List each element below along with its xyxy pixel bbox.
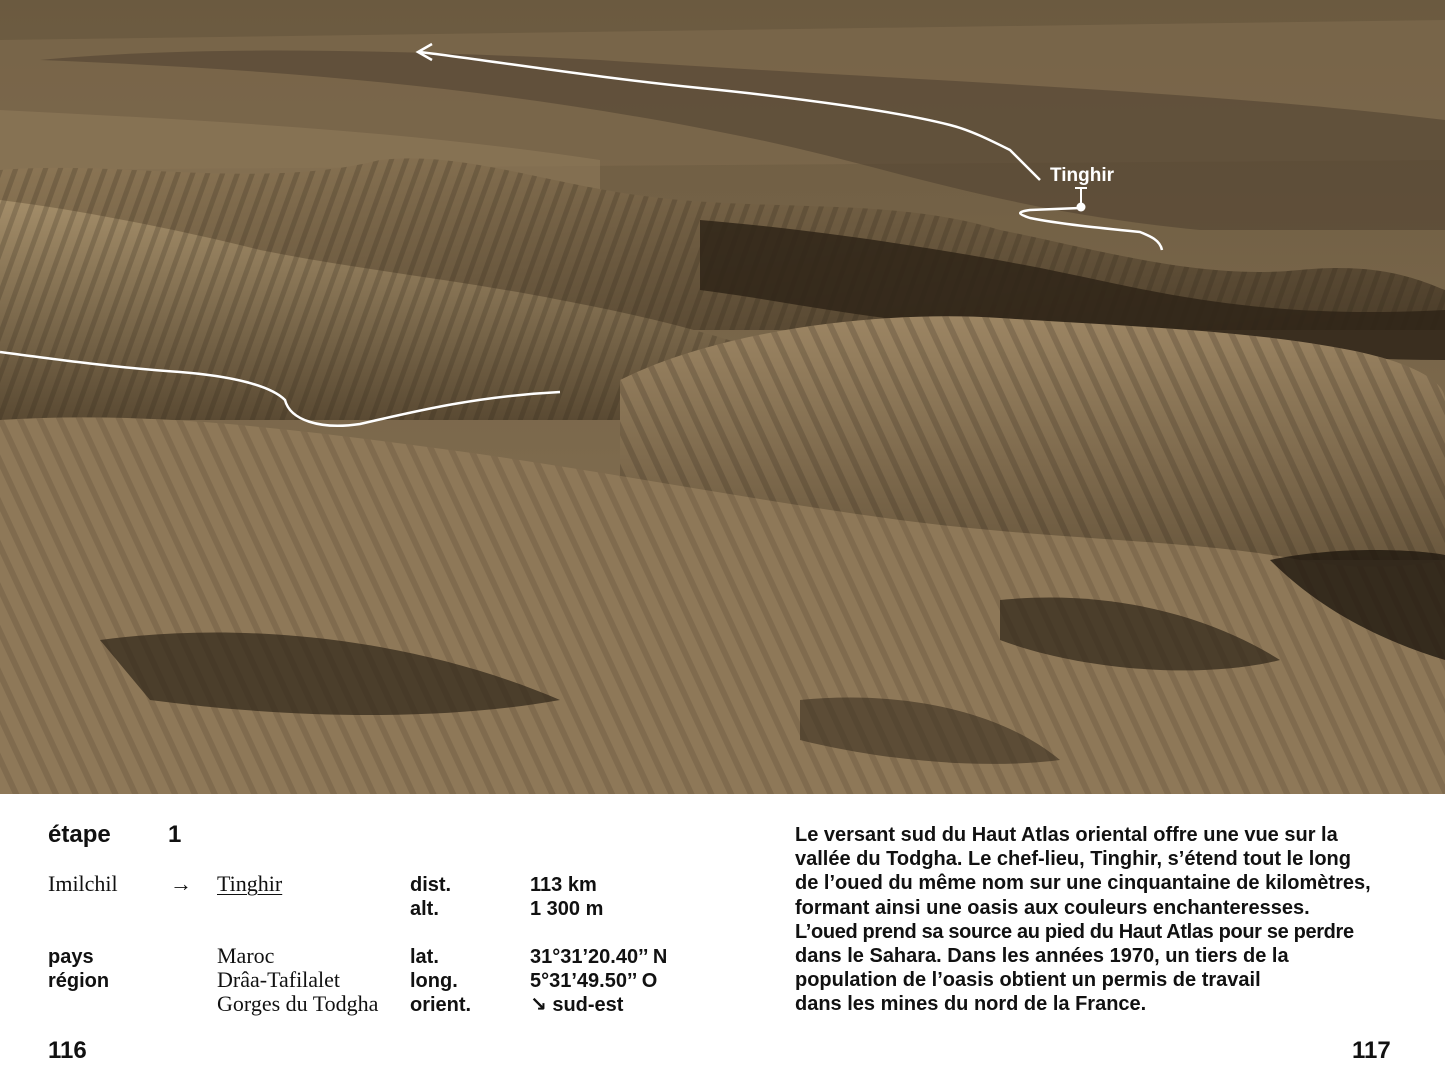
stage-label: étape xyxy=(48,821,111,848)
region-label: région xyxy=(48,970,110,992)
region-value: Drâa-Tafilalet xyxy=(217,967,341,992)
page-number-right: 117 xyxy=(1352,1037,1391,1064)
description-line: formant ainsi une oasis aux couleurs enchanteresses. xyxy=(795,896,1310,919)
page-number-left: 116 xyxy=(48,1037,87,1064)
description-line: L’oued prend sa source au pied du Haut Atlas pour se perdre xyxy=(795,920,1354,943)
description-line: population de l’oasis obtient un permis de travail xyxy=(795,969,1261,992)
route-to: Tinghir xyxy=(217,871,283,896)
description-line: dans les mines du nord de la France. xyxy=(795,993,1147,1016)
description-line: Le versant sud du Haut Atlas oriental offre une vue sur la xyxy=(795,824,1338,846)
stage-number: 1 xyxy=(168,821,182,848)
long-label: long. xyxy=(410,970,458,992)
route-from: Imilchil xyxy=(48,871,118,896)
dist-label: dist. xyxy=(410,874,452,896)
description-line: vallée du Todgha. Le chef-lieu, Tinghir, s’étend tout le long xyxy=(795,848,1351,871)
country-label: pays xyxy=(48,946,94,968)
map-label-tinghir: Tinghir xyxy=(1050,165,1115,186)
dist-value: 113 km xyxy=(530,874,597,896)
description-line: de l’oued du même nom sur une cinquantaine de kilomètres, xyxy=(795,872,1371,895)
long-value: 5°31’49.50’’ O xyxy=(530,970,658,992)
description-paragraph xyxy=(795,823,1395,1017)
route-arrow: → xyxy=(170,871,192,896)
orient-value: ↘ sud-est xyxy=(530,994,624,1016)
country-value: Maroc xyxy=(217,943,275,968)
site-value: Gorges du Todgha xyxy=(217,991,379,1016)
alt-label: alt. xyxy=(410,898,439,920)
description-line: dans le Sahara. Dans les années 1970, un tiers de la xyxy=(795,945,1289,968)
orient-label: orient. xyxy=(410,994,472,1016)
alt-value: 1 300 m xyxy=(530,898,604,920)
lat-value: 31°31’20.40’’ N xyxy=(530,946,668,968)
lat-label: lat. xyxy=(410,946,439,968)
location-dot-icon xyxy=(1077,203,1086,212)
